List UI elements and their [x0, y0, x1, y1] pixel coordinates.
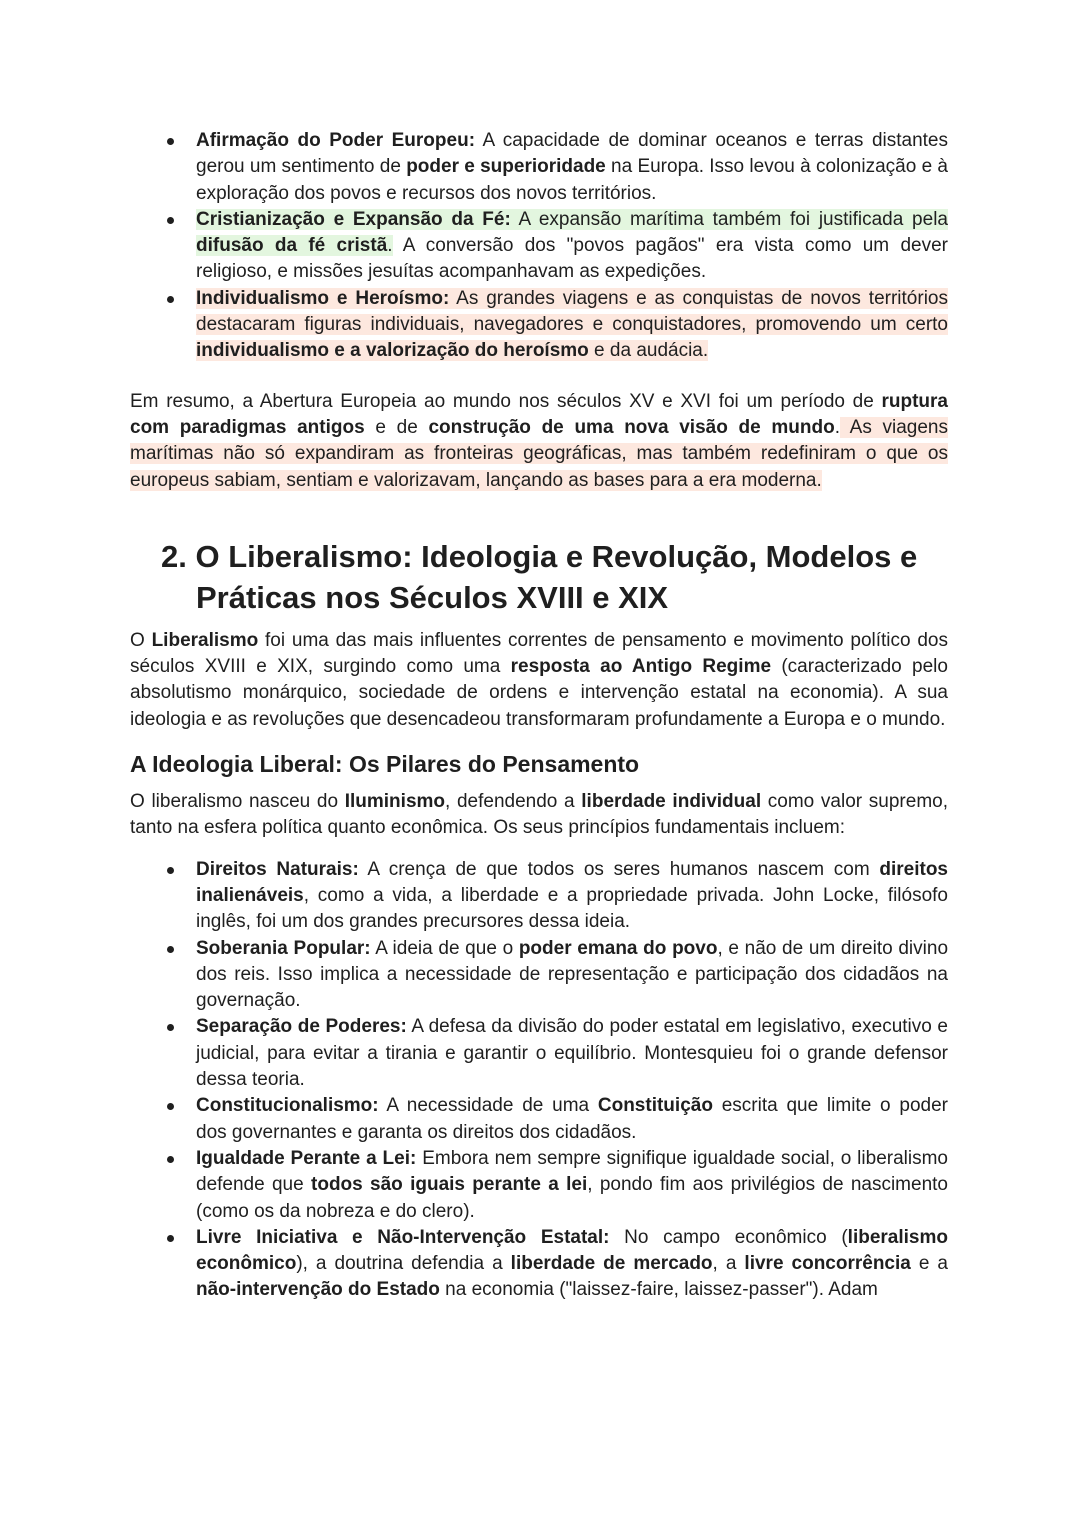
text: .	[387, 235, 393, 257]
list-item	[196, 1014, 948, 1093]
text: O liberalismo nasceu do	[130, 791, 345, 813]
section-title: O Liberalismo: Ideologia e Revolução, Modelos e Práticas nos Séculos XVIII e XIX	[195, 538, 918, 615]
text: As grandes viagens e as conquistas de novos territórios destacaram figuras individuais, navegadores e conquistadores, promovendo um certo	[196, 287, 948, 336]
text: A defesa da divisão do poder estatal em legislativo, executivo e judicial, para evitar a tirania e garantir o equilíbrio. Montesquieu foi o grande defensor dessa teoria.	[196, 1016, 948, 1091]
highlight-peach	[196, 288, 948, 362]
text: A expansão marítima também foi justificada pela	[510, 208, 948, 230]
term: Livre Iniciativa e Não-Intervenção Estatal:	[196, 1226, 610, 1248]
text: A capacidade de dominar oceanos e terras distantes gerou um sentimento de	[196, 130, 949, 178]
term: Constitucionalismo:	[196, 1095, 379, 1117]
text: , pondo fim aos privilégios de nascimento (como os da nobreza e do clero).	[196, 1174, 948, 1222]
text: e da audácia.	[588, 340, 709, 362]
emphasis: difusão da fé cristã	[196, 235, 388, 257]
highlight-peach: As viagens marítimas não só expandiram as fronteiras geográficas, mas também redefiniram o que os europeus sabiam, sentiam e valorizavam, lançando as bases para a era moderna.	[130, 416, 949, 491]
list-item	[196, 207, 948, 286]
emphasis: poder emana do povo	[518, 937, 718, 959]
section-number: 2.	[161, 538, 187, 574]
section-heading	[130, 536, 948, 618]
text: A necessidade de uma	[378, 1095, 598, 1117]
text: , a	[712, 1253, 745, 1275]
emphasis: Constituição	[597, 1095, 713, 1117]
list-item	[196, 936, 948, 1015]
emphasis: liberdade individual	[581, 791, 762, 813]
emphasis: Liberalismo	[151, 629, 259, 651]
emphasis: liberalismo econômico	[196, 1226, 948, 1275]
list-item	[196, 1225, 948, 1304]
emphasis: direitos inalienáveis	[196, 858, 948, 906]
text: como valor supremo, tanto na esfera política quanto econômica. Os seus princípios fundamentais incluem:	[130, 791, 948, 839]
emphasis: poder e superioridade	[406, 156, 606, 178]
text: , como a vida, a liberdade e a propriedade privada. John Locke, filósofo inglês, foi um dos grandes precursores dessa ideia.	[196, 884, 948, 933]
subheading: A Ideologia Liberal: Os Pilares do Pensamento	[130, 751, 640, 778]
text: na economia ("laissez-faire, laissez-passer"). Adam	[439, 1279, 878, 1301]
list-item	[196, 128, 948, 207]
text: A ideia de que o	[370, 937, 519, 959]
term: Cristianização e Expansão da Fé:	[196, 208, 511, 230]
text: A crença de que todos os seres humanos nascem com	[358, 858, 880, 880]
term: Separação de Poderes:	[196, 1016, 407, 1038]
term: Afirmação do Poder Europeu:	[196, 130, 476, 151]
text: ), a doutrina defendia a	[296, 1253, 511, 1275]
term: Individualismo e Heroísmo:	[196, 287, 450, 309]
text: No campo econômico (	[609, 1226, 848, 1248]
text: na Europa. Isso levou à colonização e à exploração dos povos e recursos dos novos territórios.	[196, 156, 948, 204]
emphasis: construção de uma nova visão de mundo	[428, 416, 835, 438]
ideology-paragraph	[130, 789, 948, 842]
text: , defendendo a	[445, 791, 582, 813]
text: O	[130, 629, 152, 651]
intro-paragraph	[130, 628, 948, 733]
emphasis: individualismo e a valorização do heroísmo	[196, 340, 589, 362]
text: , e não de um direito divino dos reis. Isso implica a necessidade de representação e participação dos cidadãos na governação.	[196, 937, 949, 1012]
list-item	[196, 857, 948, 936]
bullet-list-pillars	[130, 857, 948, 1304]
summary-paragraph	[130, 389, 948, 494]
list-item	[196, 286, 948, 365]
text: Embora nem sempre signifique igualdade social, o liberalismo defende que	[196, 1147, 948, 1196]
text: foi uma das mais influentes correntes de pensamento e movimento político dos séculos XVIII e XIX, surgindo como uma	[130, 629, 948, 678]
emphasis: liberdade de mercado	[510, 1253, 713, 1275]
bullet-list-consequences	[130, 128, 948, 365]
text: escrita que limite o poder dos governantes e garanta os direitos dos cidadãos.	[196, 1095, 948, 1143]
emphasis: resposta ao Antigo Regime	[510, 656, 772, 678]
emphasis: ruptura com paradigmas antigos	[130, 390, 948, 438]
list-item	[196, 1093, 948, 1146]
term: Igualdade Perante a Lei:	[196, 1147, 417, 1169]
list-item	[196, 1146, 948, 1225]
text: A conversão dos "povos pagãos" era vista como um dever religioso, e missões jesuítas acompanhavam as expedições.	[196, 235, 948, 283]
text: (caracterizado pelo absolutismo monárquico, sociedade de ordens e intervenção estatal na economia). A sua ideologia e as revoluções que desencadeou transformaram profundamente a Europa e o mundo.	[130, 656, 948, 730]
text: e a	[910, 1253, 948, 1275]
term: Direitos Naturais:	[196, 858, 359, 880]
page-content	[130, 128, 948, 1304]
emphasis: não-intervenção do Estado	[196, 1279, 440, 1301]
text: .	[834, 416, 840, 438]
term: Soberania Popular:	[196, 937, 371, 959]
emphasis: todos são iguais perante a lei	[311, 1174, 588, 1196]
text: e de	[364, 416, 429, 438]
emphasis: Iluminismo	[344, 791, 446, 813]
text: Em resumo, a Abertura Europeia ao mundo nos séculos XV e XVI foi um período de	[130, 390, 882, 412]
emphasis: livre concorrência	[744, 1253, 911, 1275]
